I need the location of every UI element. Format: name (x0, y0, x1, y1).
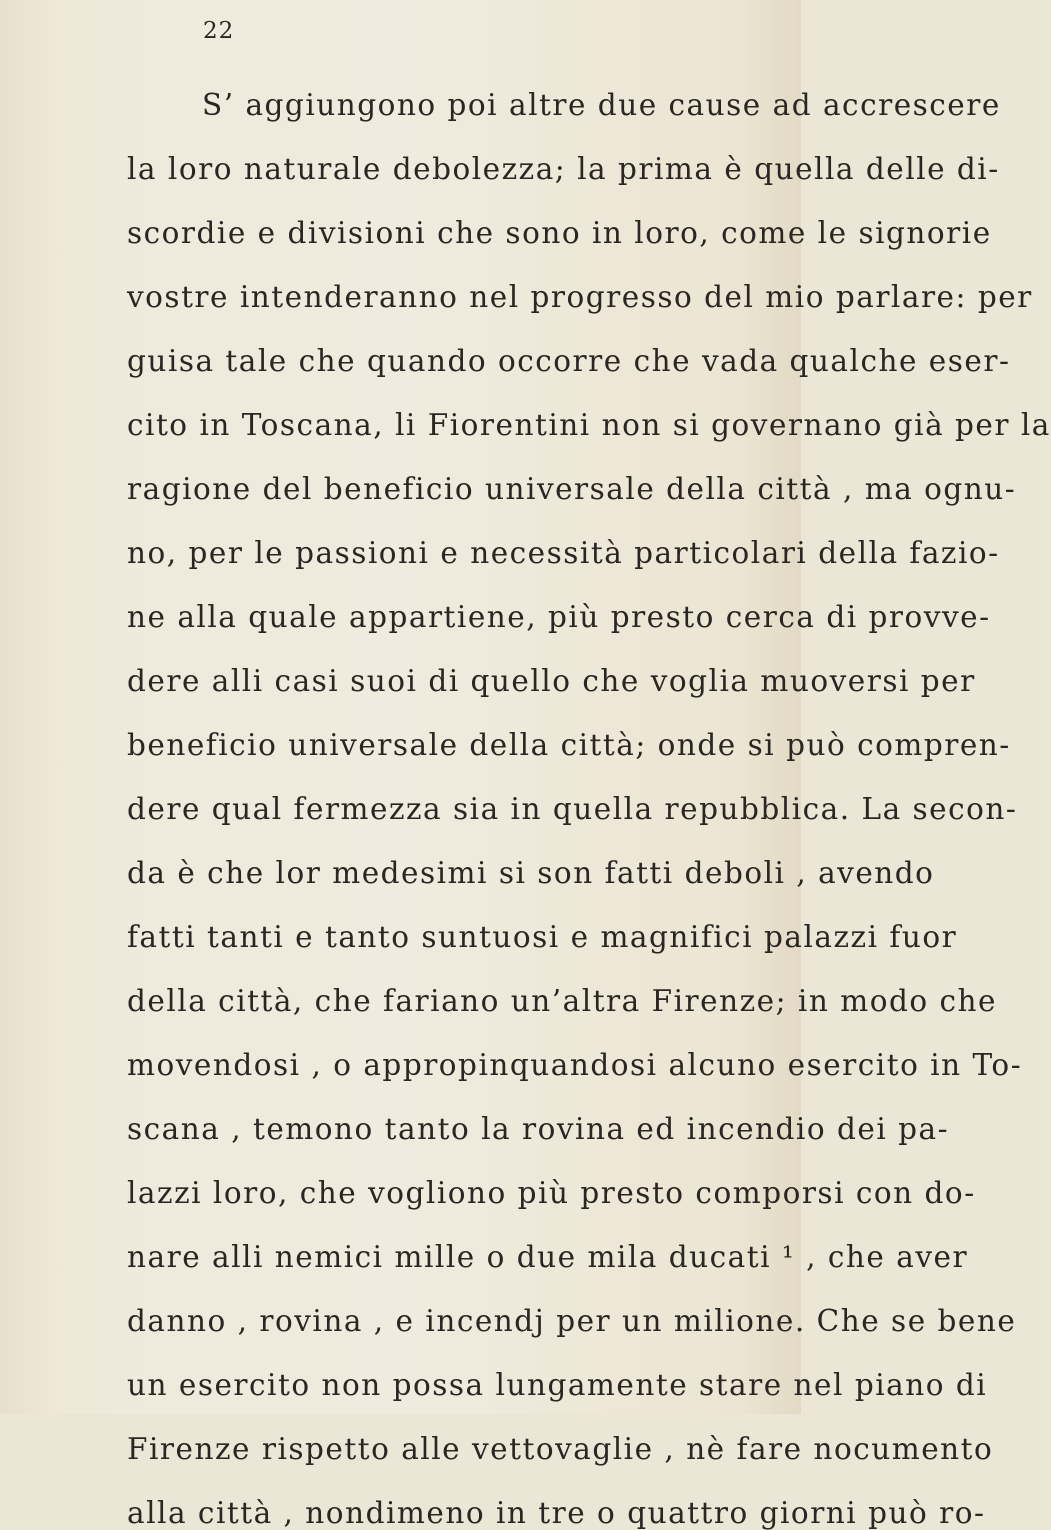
text-line: ragione del beneficio universale della città , ma ognu- (127, 472, 1017, 506)
text-line: lazzi loro, che vogliono più presto comporsi con do- (127, 1176, 976, 1210)
text-line: alla città , nondimeno in tre o quattro giorni può ro- (127, 1496, 986, 1530)
page-number: 22 (203, 18, 235, 44)
text-line: dere qual fermezza sia in quella repubblica. La secon- (127, 792, 1018, 826)
text-line: cito in Toscana, li Fiorentini non si governano già per la (127, 408, 1051, 442)
text-line: da è che lor medesimi si son fatti deboli , avendo (127, 856, 935, 890)
text-line: fatti tanti e tanto suntuosi e magnifici palazzi fuor (127, 920, 958, 954)
text-line: della città, che fariano un’altra Firenze; in modo che (127, 984, 997, 1018)
text-line: dere alli casi suoi di quello che voglia muoversi per (127, 664, 976, 698)
text-line: S’ aggiungono poi altre due cause ad accrescere (202, 88, 1001, 122)
text-line: movendosi , o appropinquandosi alcuno esercito in To- (127, 1048, 1023, 1082)
text-line: Firenze rispetto alle vettovaglie , nè fare nocumento (127, 1432, 994, 1466)
text-line: guisa tale che quando occorre che vada qualche eser- (127, 344, 1011, 378)
text-line: danno , rovina , e incendj per un milione. Che se bene (127, 1304, 1017, 1338)
text-line: scana , temono tanto la rovina ed incendio dei pa- (127, 1112, 950, 1146)
text-line: no, per le passioni e necessità particolari della fazio- (127, 536, 1000, 570)
text-line: beneficio universale della città; onde si può compren- (127, 728, 1011, 762)
text-line: la loro naturale debolezza; la prima è quella delle di- (127, 152, 1000, 186)
text-line: nare alli nemici mille o due mila ducati ¹ , che aver (127, 1240, 969, 1274)
text-line: ne alla quale appartiene, più presto cerca di provve- (127, 600, 991, 634)
text-line: scordie e divisioni che sono in loro, come le signorie (127, 216, 992, 250)
text-line: un esercito non possa lungamente stare nel piano di (127, 1368, 988, 1402)
text-line: vostre intenderanno nel progresso del mio parlare: per (127, 280, 1033, 314)
